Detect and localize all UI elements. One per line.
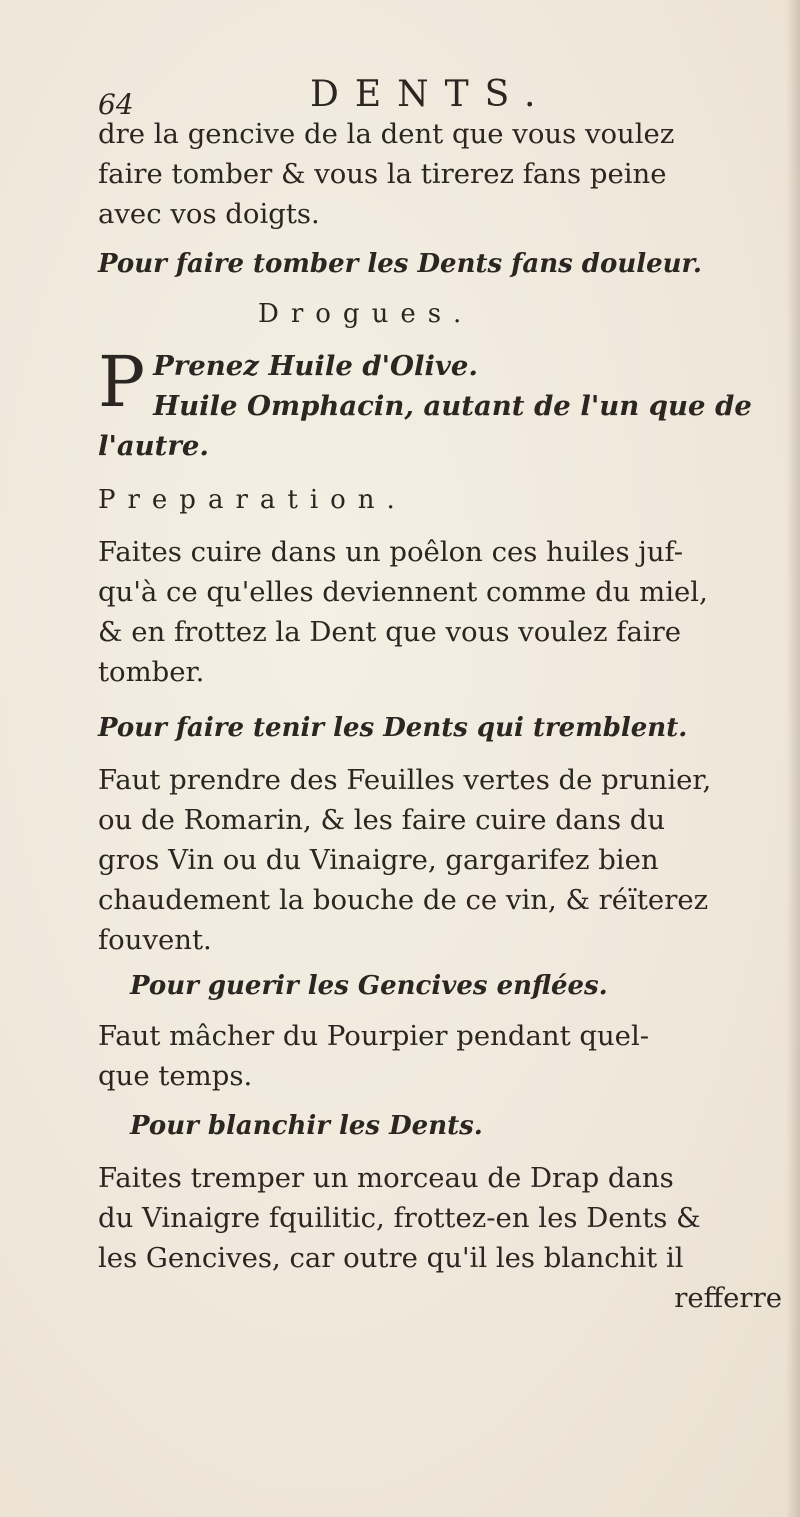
ingredient-line: Prenez Huile d'Olive. [153, 350, 478, 382]
text-line: qu'à ce qu'elles deviennent comme du miel, [98, 576, 708, 608]
text-line: ou de Romarin, & les faire cuire dans du [98, 804, 666, 836]
text-line: dre la gencive de la dent que vous voulez [98, 118, 675, 150]
drop-cap: P [98, 341, 146, 423]
recipe-heading: Pour faire tenir les Dents qui tremblent. [98, 713, 688, 743]
section-title-drogues: Drogues. [258, 299, 474, 329]
text-line: Faut prendre des Feuilles vertes de prunier, [98, 764, 712, 796]
page-edge-shadow [786, 0, 800, 1517]
ingredients-block [98, 341, 782, 466]
text-line: fouvent. [98, 924, 212, 956]
recipe-heading: Pour blanchir les Dents. [130, 1111, 483, 1141]
recipe-heading: Pour guerir les Gencives enflées. [130, 971, 608, 1001]
text-line: chaudement la bouche de ce vin, & réïterez [98, 884, 709, 916]
recipe-heading: Pour faire tomber les Dents fans douleur. [98, 249, 702, 279]
text-line: Faites tremper un morceau de Drap dans [98, 1162, 674, 1194]
ingredient-line: l'autre. [98, 430, 209, 462]
catchword: refferre [674, 1282, 782, 1314]
ingredient-line: Huile Omphacin, autant de l'un que de [153, 390, 752, 422]
text-line: tomber. [98, 656, 205, 688]
text-line: Faites cuire dans un poêlon ces huiles juf- [98, 536, 684, 568]
text-line: faire tomber & vous la tirerez fans peine [98, 158, 667, 190]
text-line: que temps. [98, 1060, 253, 1092]
text-line: avec vos doigts. [98, 198, 320, 230]
running-head: DENTS. [310, 74, 552, 115]
text-line: les Gencives, car outre qu'il les blanchit il [98, 1242, 684, 1274]
page-number: 64 [98, 88, 134, 121]
text-line: du Vinaigre fquilitic, frottez-en les Dents & [98, 1202, 701, 1234]
section-title-preparation: Preparation. [98, 485, 407, 515]
text-line: gros Vin ou du Vinaigre, gargarifez bien [98, 844, 659, 876]
page-body [98, 114, 782, 1318]
text-line: Faut mâcher du Pourpier pendant quel- [98, 1020, 650, 1052]
text-line: & en frottez la Dent que vous voulez faire [98, 616, 682, 648]
